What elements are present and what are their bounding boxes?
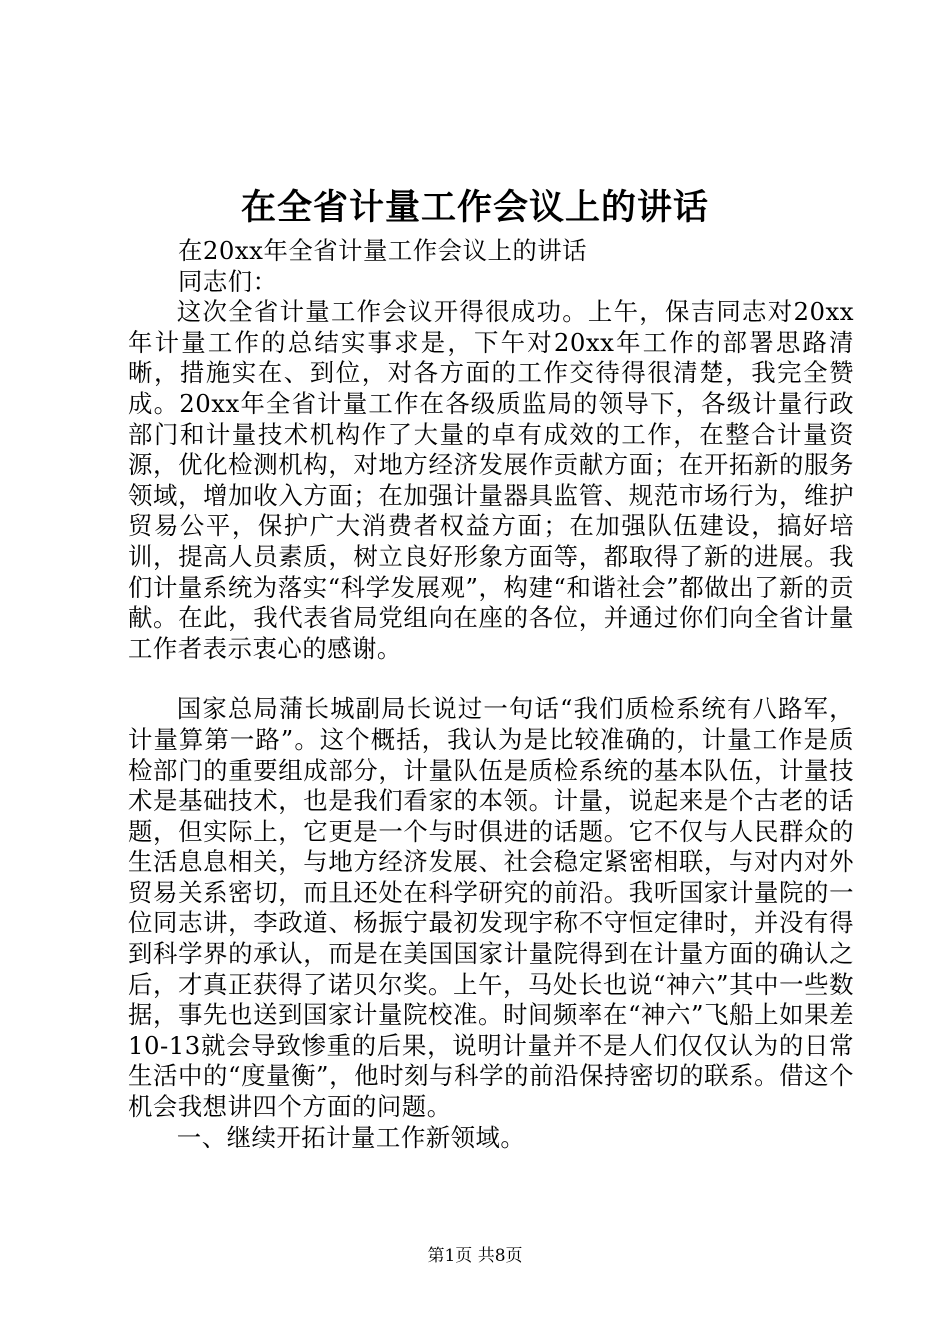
greeting: 同志们： — [178, 266, 278, 296]
paragraph-2: 国家总局蒲长城副局长说过一句话“我们质检系统有八路军，计量算第一路”。这个概括，我认为是比较准确的，计量工作是质检部门的重要组成部分，计量队伍是质检系统的基本队伍，计量技术是基础技术，也是我们看家的本领。计量，说起来是个古老的话题，但实际上，它更是一个与时俱进的话题。它不仅与人民群众的生活息息相关，与地方经济发展、社会稳定紧密相联，与对内对外贸易关系密切，而且还处在科学研究的前沿。我听国家计量院的一位同志讲，李政道、杨振宁最初发现宇称不守恒定律时，并没有得到科学界的承认，而是在美国国家计量院得到在计量方面的确认之后，才真正获得了诺贝尔奖。上午，马处长也说“神六”其中一些数据，事先也送到国家计量院校准。时间频率在“神六”飞船上如果差10-13就会导致惨重的后果，说明计量并不是人们仅仅认为的日常生活中的“度量衡”，他时刻与科学的前沿保持密切的联系。借这个机会我想讲四个方面的问题。 — [128, 694, 854, 1122]
page-footer: 第1页 共8页 — [427, 1246, 523, 1266]
document-title: 在全省计量工作会议上的讲话 — [240, 187, 709, 228]
document-body — [128, 236, 854, 1153]
paragraph-1: 这次全省计量工作会议开得很成功。上午，保吉同志对20xx年计量工作的总结实事求是，下午对20xx年工作的部署思路清晰，措施实在、到位，对各方面的工作交待得很清楚，我完全赞成。20xx年全省计量工作在各级质监局的领导下，各级计量行政部门和计量技术机构作了大量的卓有成效的工作，在整合计量资源，优化检测机构，对地方经济发展作贡献方面；在开拓新的服务领域，增加收入方面；在加强计量器具监管、规范市场行为，维护贸易公平，保护广大消费者权益方面；在加强队伍建设，搞好培训，提高人员素质，树立良好形象方面等，都取得了新的进展。我们计量系统为落实“科学发展观”，构建“和谐社会”都做出了新的贡献。在此，我代表省局党组向在座的各位，并通过你们向全省计量工作者表示衷心的感谢。 — [128, 297, 854, 663]
section-heading-1: 一、继续开拓计量工作新领域。 — [176, 1122, 526, 1152]
document-subtitle: 在20xx年全省计量工作会议上的讲话 — [178, 236, 588, 265]
